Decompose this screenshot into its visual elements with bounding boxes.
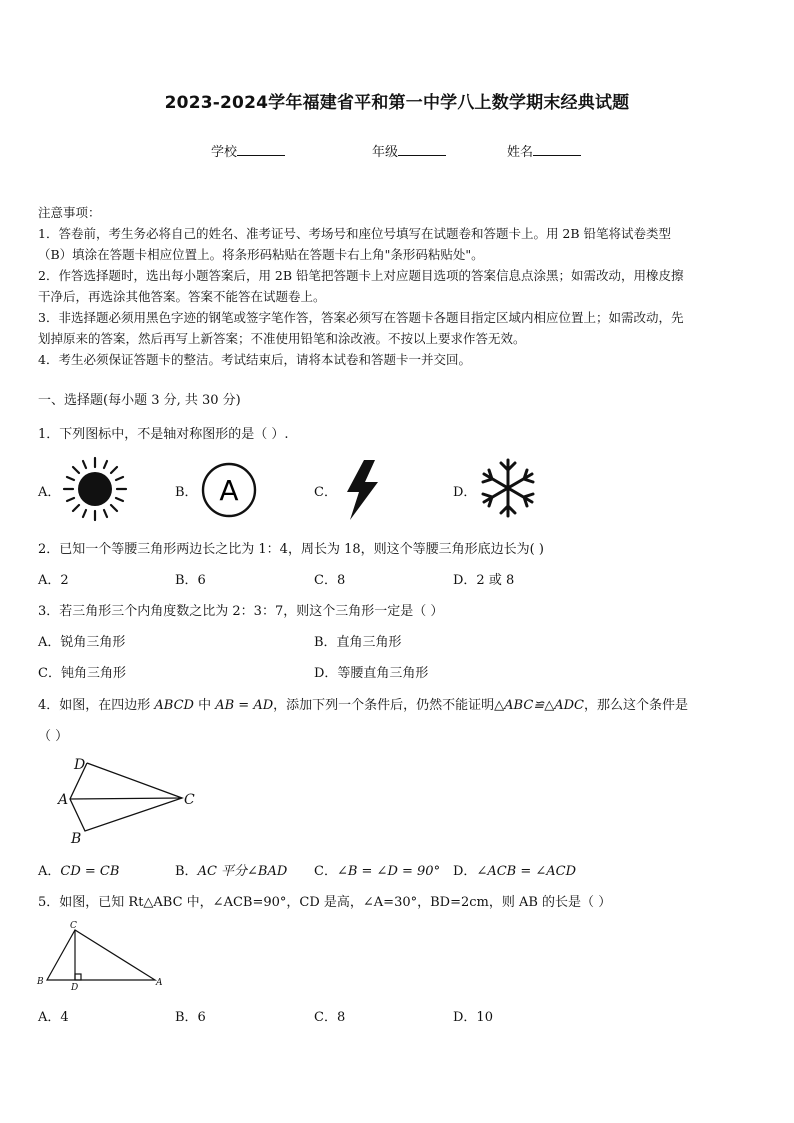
notes-line: 1．答卷前，考生务必将自己的姓名、准考证号、考场号和座位号填写在试题卷和答题卡上。用 2B 铅笔将试卷类型 bbox=[38, 226, 672, 241]
name-field[interactable] bbox=[507, 141, 581, 160]
q4-paren: （ ） bbox=[38, 729, 69, 744]
snowflake-icon bbox=[477, 457, 539, 519]
q4-option-c[interactable]: C．∠B = ∠D = 90° bbox=[314, 864, 441, 879]
circle-a-letter: A bbox=[219, 474, 239, 507]
q4-option-a[interactable]: A．CD = CB bbox=[38, 864, 120, 879]
notes-line: 4．考生必须保证答题卡的整洁。考试结束后，请将本试卷和答题卡一并交回。 bbox=[38, 352, 471, 367]
q3-option-c[interactable]: C．钝角三角形 bbox=[38, 666, 126, 681]
name-label: 姓名 bbox=[507, 145, 534, 160]
q3-option-d[interactable]: D．等腰直角三角形 bbox=[314, 666, 429, 681]
section-heading: 一、选择题(每小题 3 分, 共 30 分) bbox=[38, 393, 241, 408]
q2-option-a[interactable]: A．2 bbox=[38, 573, 69, 588]
school-field[interactable] bbox=[211, 141, 285, 160]
circle-a-icon bbox=[200, 461, 258, 519]
q3-option-a[interactable]: A．锐角三角形 bbox=[38, 635, 126, 650]
q1-option-a[interactable]: A． bbox=[38, 485, 61, 500]
q5-triangle-figure bbox=[34, 918, 169, 994]
label-C: C bbox=[184, 792, 195, 808]
label-D: D bbox=[71, 983, 79, 993]
label-A: A bbox=[58, 792, 69, 808]
lightning-icon bbox=[342, 458, 382, 522]
q4-stem: 4．如图，在四边形 ABCD 中 AB = AD，添加下列一个条件后，仍然不能证明△ABC≌△ADC，那么这个条件是 bbox=[38, 698, 688, 713]
q2-option-d[interactable]: D．2 或 8 bbox=[453, 573, 515, 588]
notes-line: 3．非选择题必须用黑色字迹的钢笔或签字笔作答，答案必须写在答题卡各题目指定区域内相应位置上；如需改动，先 bbox=[38, 310, 684, 325]
q3-stem: 3．若三角形三个内角度数之比为 2：3：7，则这个三角形一定是（ ） bbox=[38, 604, 444, 619]
notes-block bbox=[38, 202, 758, 370]
q1-option-b[interactable]: B． bbox=[175, 485, 198, 500]
label-A: A bbox=[156, 978, 163, 988]
q5-option-d[interactable]: D．10 bbox=[453, 1010, 493, 1025]
q2-stem: 2．已知一个等腰三角形两边长之比为 1：4，周长为 18，则这个等腰三角形底边长为( ) bbox=[38, 542, 544, 557]
q4-option-d[interactable]: D．∠ACB = ∠ACD bbox=[453, 864, 577, 879]
q2-option-c[interactable]: C．8 bbox=[314, 573, 346, 588]
notes-line: 划掉原来的答案，然后再写上新答案；不准使用铅笔和涂改液。不按以上要求作答无效。 bbox=[38, 331, 526, 346]
grade-label: 年级 bbox=[372, 145, 399, 160]
label-B: B bbox=[71, 831, 82, 847]
q4-quadrilateral-figure bbox=[55, 755, 205, 847]
q2-option-b[interactable]: B．6 bbox=[175, 573, 206, 588]
sun-icon bbox=[62, 456, 128, 522]
page-title: 2023-2024学年福建省平和第一中学八上数学期末经典试题 bbox=[164, 93, 630, 113]
q5-option-b[interactable]: B．6 bbox=[175, 1010, 206, 1025]
notes-line: （B）填涂在答题卡相应位置上。将条形码粘贴在答题卡右上角"条形码粘贴处"。 bbox=[38, 247, 484, 262]
school-label: 学校 bbox=[211, 145, 238, 160]
label-B: B bbox=[37, 977, 44, 987]
grade-field[interactable] bbox=[372, 141, 446, 160]
notes-line: 干净后，再选涂其他答案。答案不能答在试题卷上。 bbox=[38, 289, 326, 304]
q3-option-b[interactable]: B．直角三角形 bbox=[314, 635, 402, 650]
q4-option-b[interactable]: B．AC 平分∠BAD bbox=[175, 864, 288, 879]
q5-stem: 5．如图，已知 Rt△ABC 中，∠ACB=90°，CD 是高，∠A=30°，BD=2cm，则 AB 的长是（ ） bbox=[38, 895, 612, 910]
q5-option-c[interactable]: C．8 bbox=[314, 1010, 346, 1025]
notes-line: 2．作答选择题时，选出每小题答案后，用 2B 铅笔把答题卡上对应题目选项的答案信息点涂黑；如需改动，用橡皮擦 bbox=[38, 268, 684, 283]
label-D: D bbox=[74, 757, 86, 773]
q1-option-c[interactable]: C． bbox=[314, 485, 337, 500]
notes-heading: 注意事项： bbox=[38, 205, 101, 220]
q5-option-a[interactable]: A．4 bbox=[38, 1010, 69, 1025]
q1-option-d[interactable]: D． bbox=[453, 485, 477, 500]
q1-stem: 1．下列图标中，不是轴对称图形的是（ ）. bbox=[38, 427, 289, 442]
label-C: C bbox=[70, 921, 77, 931]
